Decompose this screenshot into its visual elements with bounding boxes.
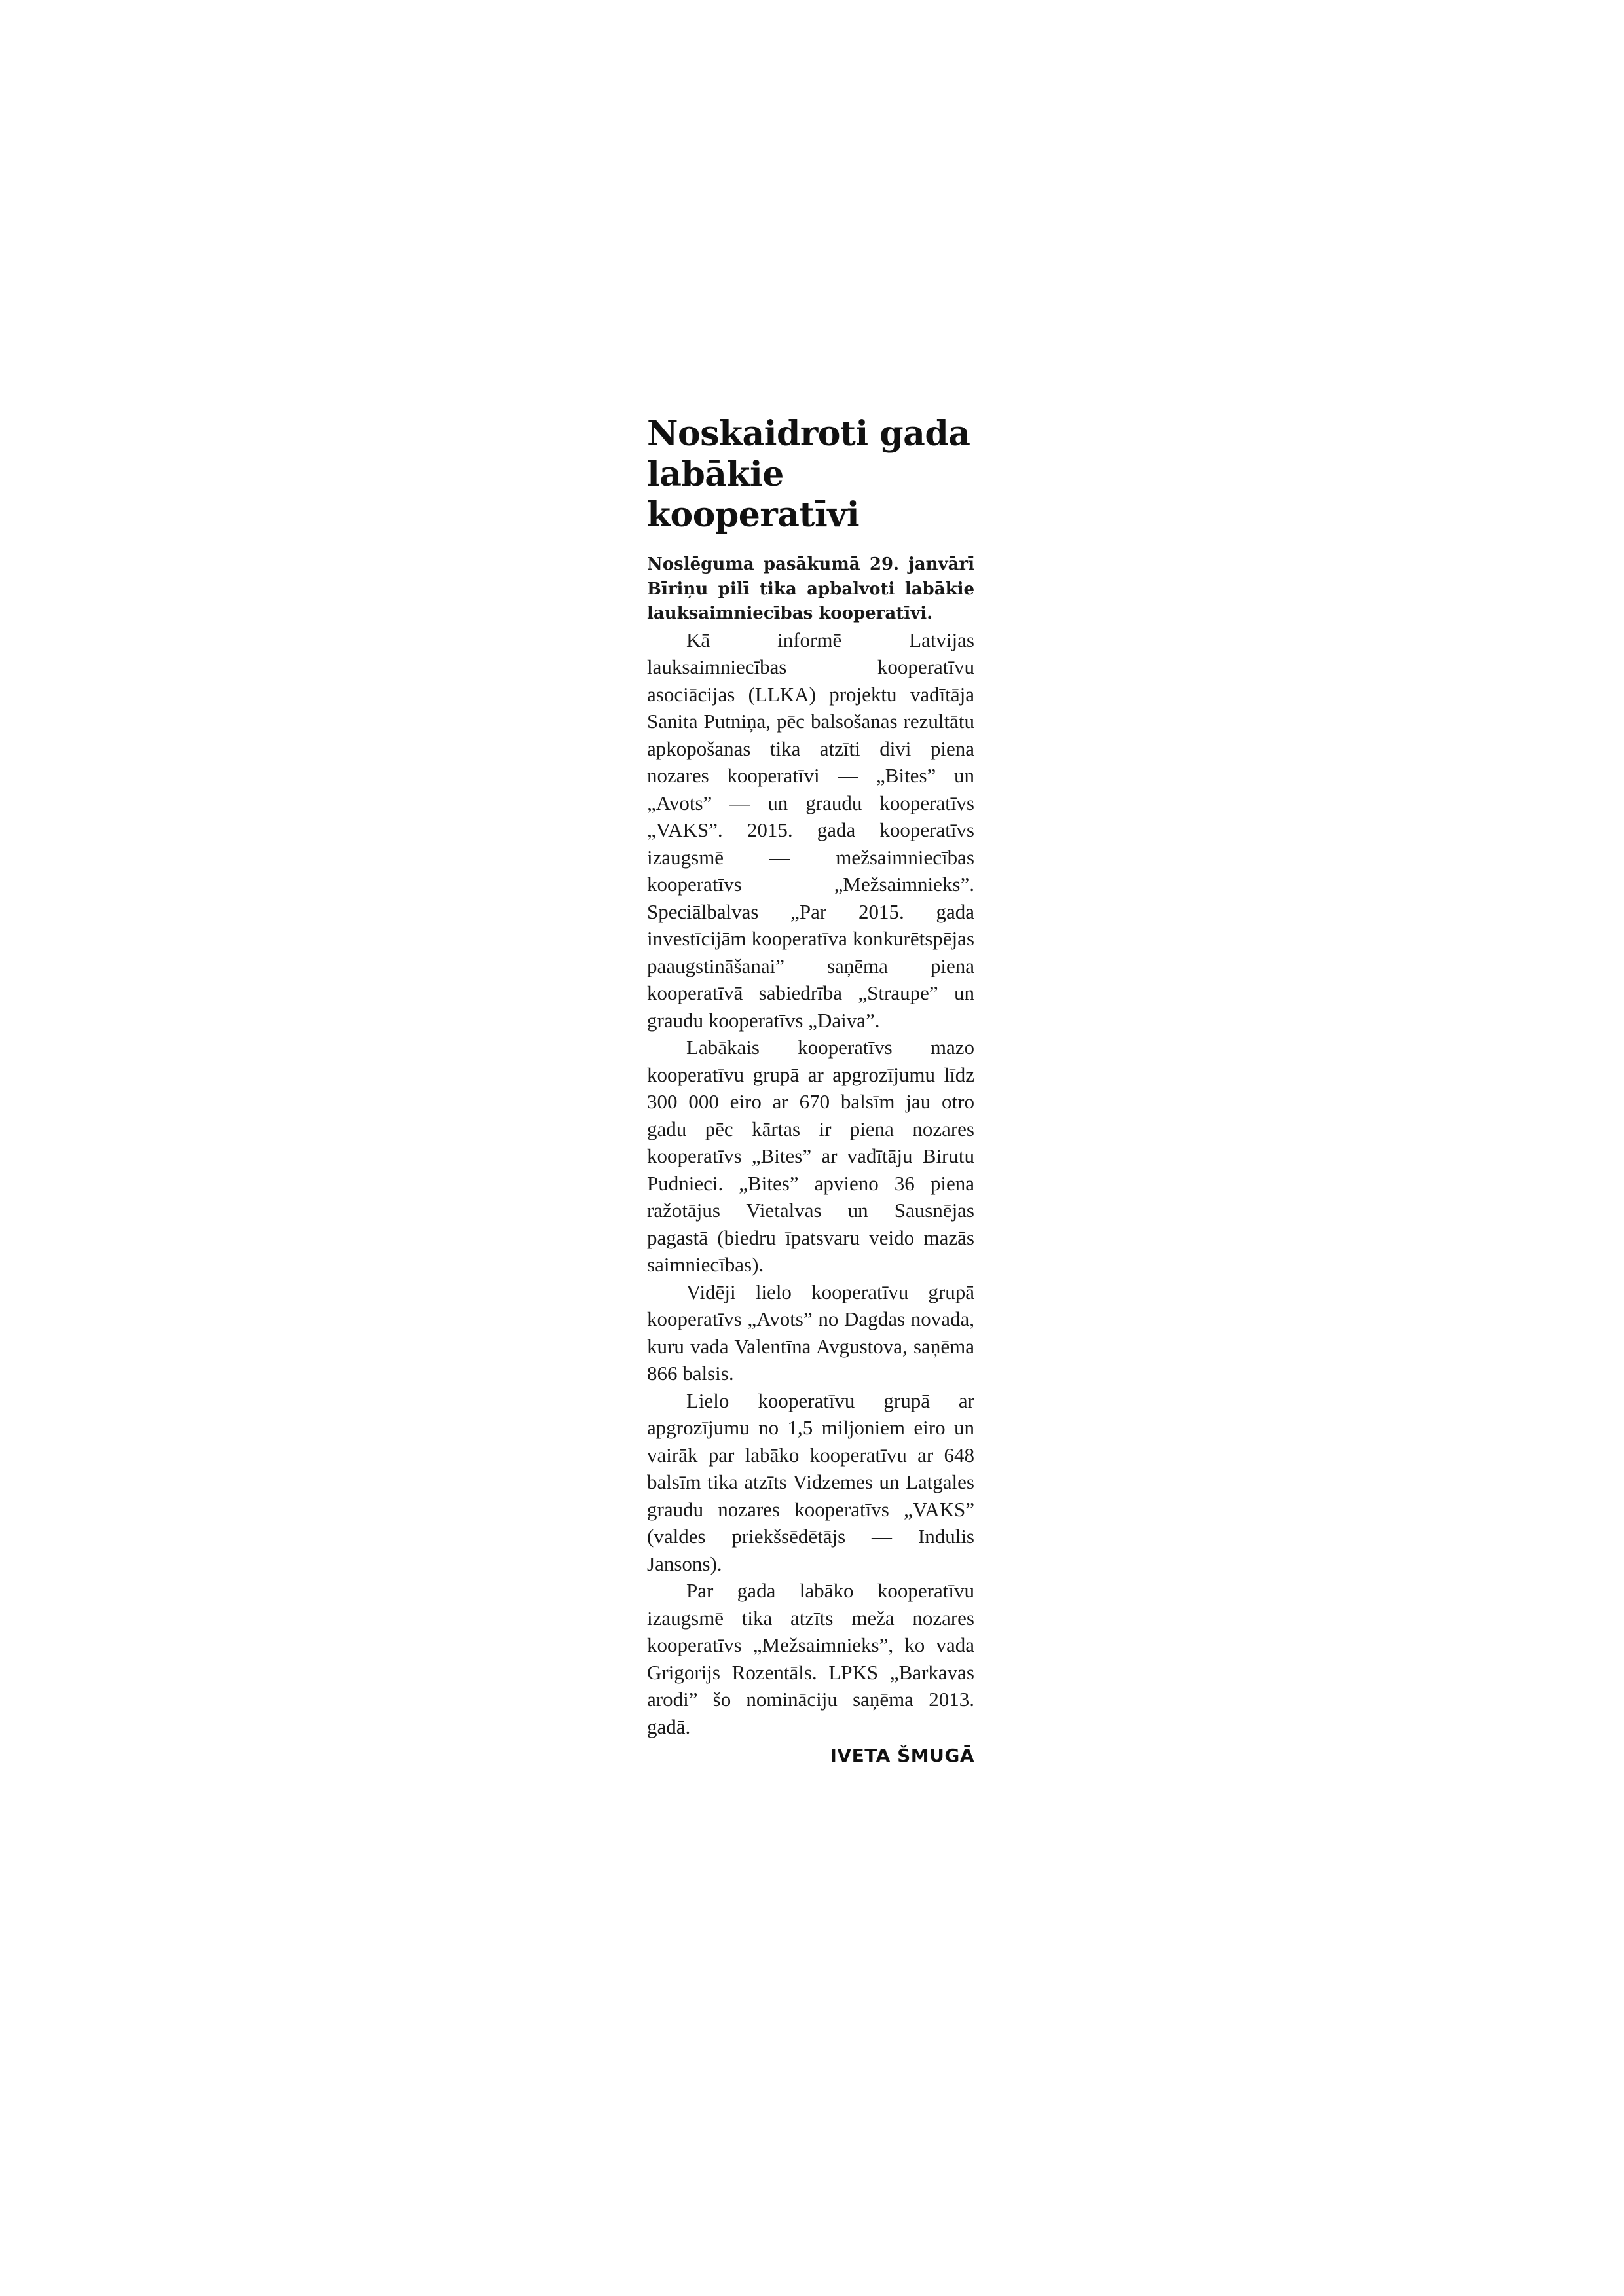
article-paragraph: Kā informē Latvijas lauksaimniecības kooperatīvu asociācijas (LLKA) projektu vadītāja Sanita Putniņa, pēc balsošanas rezultātu apkopošanas tika atzīti divi piena nozares kooperatīvi — „Bites” un „Avots” — un graudu kooperatīvs „VAKS”. 2015. gada kooperatīvs izaugsmē — mežsaimniecības kooperatīvs „Mežsaimnieks”. Speciālbalvas „Par 2015. gada investīcijām kooperatīva konkurētspējas paaugstināšanai” saņēma piena kooperatīvā sabiedrība „Straupe” un graudu kooperatīvs „Daiva”.	[647, 628, 974, 1032]
article-paragraph: Vidēji lielo kooperatīvu grupā kooperatīvs „Avots” no Dagdas novada, kuru vada Valentīna Avgustova, saņēma 866 balsis.	[647, 1280, 974, 1385]
article-paragraph: Labākais kooperatīvs mazo kooperatīvu grupā ar apgrozījumu līdz 300 000 eiro ar 670 balsīm jau otro gadu pēc kārtas ir piena nozares kooperatīvs „Bites” ar vadītāju Birutu Pudnieci. „Bites” apvieno 36 piena ražotājus Vietalvas un Sausnējas pagastā (biedru īpatsvaru veido mazās saimniecības).	[647, 1036, 974, 1276]
article-paragraph: Par gada labāko kooperatīvu izaugsmē tika atzīts meža nozares kooperatīvs „Mežsaimnieks”, ko vada Grigorijs Rozentāls. LPKS „Barkavas arodi” šo nomināciju saņēma 2013. gadā.	[647, 1579, 974, 1738]
article-byline: IVETA ŠMUGĀ	[830, 1745, 974, 1766]
article-headline: Noskaidroti gada labākie kooperatīvi	[647, 414, 970, 535]
article-lead: Noslēguma pasākumā 29. janvārī Bīriņu pilī tika apbalvoti labākie lauksaimniecības kooperatīvi.	[647, 555, 974, 623]
article-paragraph: Lielo kooperatīvu grupā ar apgrozījumu no 1,5 miljoniem eiro un vairāk par labāko kooperatīvu ar 648 balsīm tika atzīts Vidzemes un Latgales graudu nozares kooperatīvs „VAKS” (valdes priekšsēdētājs — Indulis Jansons).	[647, 1389, 974, 1575]
news-article	[647, 414, 974, 1769]
